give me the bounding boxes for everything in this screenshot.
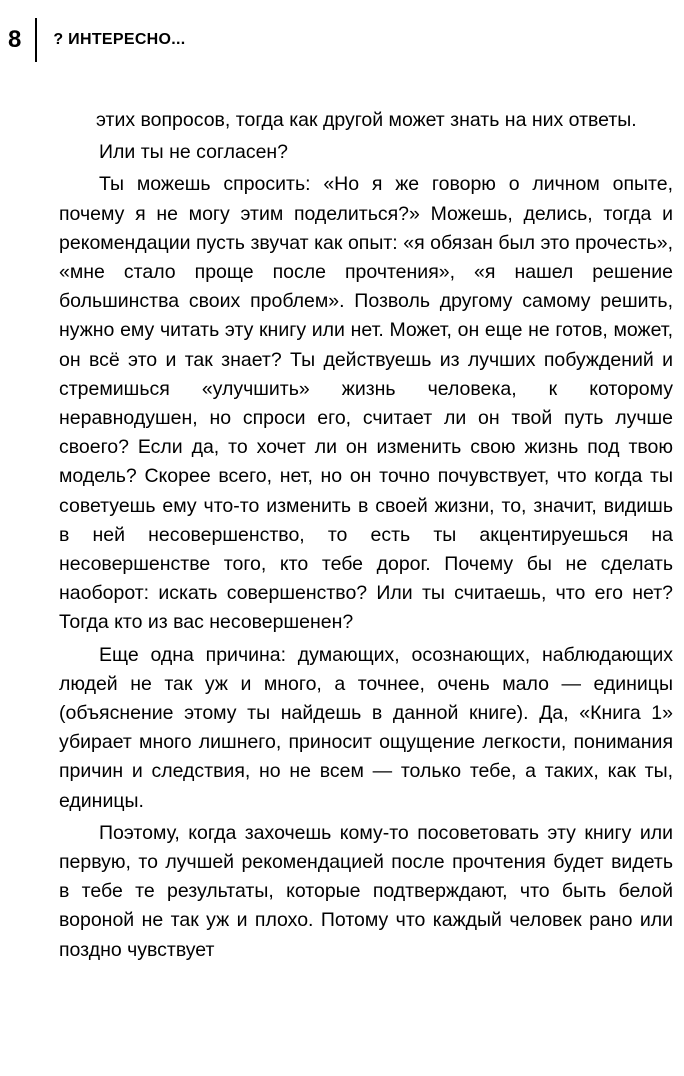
page-number: 8 [8,26,22,53]
running-head: ? ИНТЕРЕСНО... [53,31,186,48]
header-divider [35,18,37,62]
paragraph: Поэтому, когда захочешь кому-то посоветовать эту книгу или первую, то лучшей рекомендацией после прочтения будет видеть в тебе те результаты, которые подтверждают, что быть белой вороной не так уж и плохо. Потому что каждый человек рано или поздно чувствует [59,821,673,961]
paragraph: Еще одна причина: думающих, осознающих, наблюдающих людей не так уж и много, а точнее, очень мало — единицы (объяснение этому ты найдешь в данной книге). Да, «Книга 1» убирает много лишнего, приносит ощущение легкости, понимания причин и следствия, но не всем — только тебе, а таких, как ты, единицы. [59,643,673,812]
page-header [8,18,186,62]
paragraph: Ты можешь спросить: «Но я же говорю о личном опыте, почему я не могу этим поделиться?» Можешь, делись, тогда и рекомендации пусть звучат как опыт: «я обязан был это прочесть», «мне стало проще после прочтения», «я нашел решение большинства своих проблем». Позволь другому самому решить, нужно ему читать эту книгу или нет. Может, он еще не готов, может, он всё это и так знает? Ты действуешь из лучших побуждений и стремишься «улучшить» жизнь человека, к которому неравнодушен, но спроси его, считает ли он твой путь лучше своего? Если да, то хочет ли он изменить свою жизнь под твою модель? Скорее всего, нет, но он точно почувствует, что когда ты советуешь ему что-то изменить в своей жизни, то, значит, видишь в ней несовершенство, то есть ты акцентируешься на несовершенстве того, кто тебе дорог. Почему бы не сделать наоборот: искать совершенство? Или ты считаешь, что его нет? Тогда кто из вас несовершенен? [59,173,673,634]
paragraph: Или ты не согласен? [99,141,289,164]
body-text [59,106,673,965]
paragraph-continued: этих вопросов, тогда как другой может знать на них ответы. [96,109,637,131]
